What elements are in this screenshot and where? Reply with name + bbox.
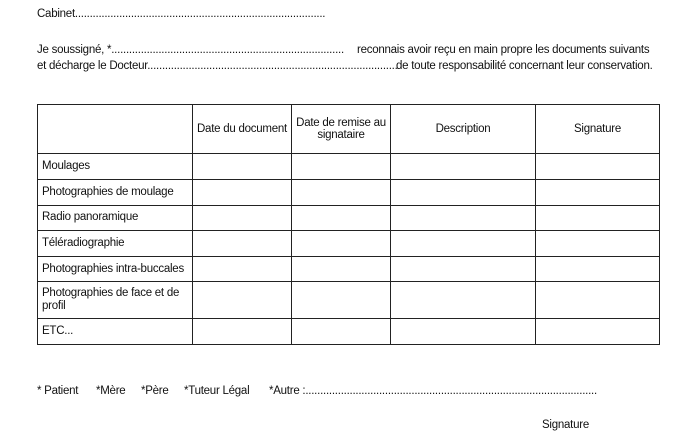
table-row [38, 154, 660, 180]
cell-date-remise[interactable] [292, 231, 391, 257]
cell-description[interactable] [391, 319, 536, 345]
cell-date-document[interactable] [193, 154, 292, 180]
option-patient[interactable]: * Patient [37, 385, 79, 397]
column-header-description: Description [391, 105, 536, 154]
cell-signature[interactable] [536, 282, 660, 319]
declaration-line-2-right: de toute responsabilité concernant leur conservation. [396, 60, 653, 72]
cell-date-document[interactable] [193, 256, 292, 282]
cell-date-remise[interactable] [292, 154, 391, 180]
table-row [38, 179, 660, 205]
cabinet-line: Cabinet..................................................................................... [37, 8, 326, 20]
option-mere[interactable]: *Mère [96, 385, 126, 397]
cell-signature[interactable] [536, 154, 660, 180]
table-row [38, 231, 660, 257]
cell-signature[interactable] [536, 256, 660, 282]
signature-label: Signature [542, 419, 589, 431]
table-row [38, 319, 660, 345]
cell-description[interactable] [391, 282, 536, 319]
cell-date-remise[interactable] [292, 179, 391, 205]
cell-date-document[interactable] [193, 179, 292, 205]
documents-table [37, 104, 660, 345]
table-row [38, 282, 660, 319]
cell-date-remise[interactable] [292, 256, 391, 282]
column-header-date-document: Date du document [193, 105, 292, 154]
table-row [38, 205, 660, 231]
cell-date-document[interactable] [193, 319, 292, 345]
row-label: ETC... [38, 319, 193, 345]
cell-signature[interactable] [536, 231, 660, 257]
declaration-line-2-left: et décharge le Docteur..................................................................................... [37, 60, 398, 72]
declaration-line-1-left: Je soussigné, *............................................................................... [37, 44, 344, 56]
cell-description[interactable] [391, 256, 536, 282]
cell-description[interactable] [391, 154, 536, 180]
cell-date-remise[interactable] [292, 282, 391, 319]
cell-date-document[interactable] [193, 205, 292, 231]
row-label: Téléradiographie [38, 231, 193, 257]
cell-description[interactable] [391, 179, 536, 205]
cell-date-document[interactable] [193, 282, 292, 319]
option-pere[interactable]: *Père [141, 385, 169, 397]
option-tuteur-legal[interactable]: *Tuteur Légal [184, 385, 250, 397]
cell-description[interactable] [391, 205, 536, 231]
table-row [38, 256, 660, 282]
row-label: Radio panoramique [38, 205, 193, 231]
row-label: Moulages [38, 154, 193, 180]
cell-signature[interactable] [536, 319, 660, 345]
cell-date-remise[interactable] [292, 205, 391, 231]
row-label: Photographies de moulage [38, 179, 193, 205]
cell-description[interactable] [391, 231, 536, 257]
table-header-row [38, 105, 660, 154]
cell-signature[interactable] [536, 205, 660, 231]
column-header-signature: Signature [536, 105, 660, 154]
cell-date-document[interactable] [193, 231, 292, 257]
cell-date-remise[interactable] [292, 319, 391, 345]
cell-signature[interactable] [536, 179, 660, 205]
option-autre[interactable]: *Autre :................................................................................................... [269, 385, 597, 397]
row-label: Photographies intra-buccales [38, 256, 193, 282]
declaration-line-1-right: reconnais avoir reçu en main propre les documents suivants [357, 44, 650, 56]
row-label: Photographies de face et de profil [38, 282, 193, 319]
column-header [38, 105, 193, 154]
column-header-date-remise: Date de remise au signataire [292, 105, 391, 154]
